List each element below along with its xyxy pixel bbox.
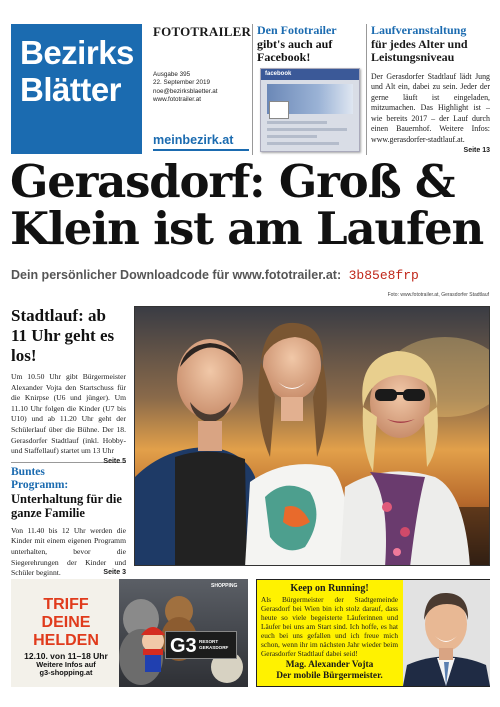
download-code[interactable]: 3b85e8frp — [348, 268, 419, 283]
mayor-role: Der mobile Bürgermeister. — [276, 671, 383, 681]
ad-details — [14, 652, 118, 678]
facebook-profile-thumb — [269, 101, 289, 119]
ad-info: Weitere Infos auf — [36, 659, 96, 669]
lauf-teaser-body: Der Gerasdorfer Stadtlauf lädt Jung und Alt ein, dabei zu sein. Jeder der gerne läuft ist eingeladen, mitzumachen. Das Highlight ist – wie bereits 2017 – der Lauf durch einen Bauernhof. Weitere Infos: www.gerasdorfer-stadtlauf.at. — [371, 71, 490, 145]
logo-line-2: Blätter — [20, 71, 122, 108]
stadtlauf-body: Um 10.50 Uhr gibt Bürgermeister Alexander Vojta den Startschuss für die Knirpse (U6 und jünger). Um 11.10 Uhr folgen die Kinder (U7 bis U10) und ab 11.20 Uhr geht der Schülerlauf über die Bühne. Der 18. Gerasdorfer Stadtlauf (inkl. Hobby- und Staffellauf) startet um 13 Uhr — [11, 372, 126, 456]
programm-text — [11, 526, 126, 579]
section-title: FOTOTRAILER — [153, 24, 252, 39]
g3-logo — [165, 631, 237, 659]
programm-page-ref[interactable]: Seite 3 — [103, 569, 126, 577]
headline-line-2: Klein ist am Laufen — [10, 202, 484, 255]
column-divider — [366, 24, 367, 155]
lauf-teaser-text — [371, 71, 490, 154]
ad-headline-line-3: HELDEN — [33, 632, 99, 649]
facebook-bar: facebook — [261, 69, 359, 80]
meinbezirk-link[interactable]: meinbezirk.at — [153, 133, 249, 151]
stadtlauf-page-ref[interactable]: Seite 5 — [103, 457, 126, 465]
ad-top-caption — [211, 583, 237, 589]
ad-headline-line-1: TRIFF — [43, 596, 89, 613]
issue-info — [153, 71, 249, 105]
main-photo — [134, 306, 490, 566]
photo-illustration — [135, 307, 490, 566]
facebook-teaser-title-line-1: Den Fototrailer — [257, 23, 337, 37]
stadtlauf-text — [11, 372, 126, 465]
lauf-teaser-page-ref[interactable]: Seite 13 — [463, 146, 490, 154]
left-column — [11, 306, 126, 579]
lauf-teaser-title — [371, 24, 490, 65]
ad-url[interactable]: g3-shopping.at — [39, 668, 93, 677]
logo-line-1: Bezirks — [20, 34, 134, 71]
ad-logo-small-line-3: GERASDORF — [199, 644, 229, 650]
ad-text-panel — [11, 579, 119, 687]
programm-body: Von 11.40 bis 12 Uhr werden die Kinder mit einem eigenen Programm unterhalten, bevor die Siegerehrungen der Kinder und Schüler beginnt. — [11, 525, 126, 578]
ad-headline-line-2: DEINE — [41, 614, 91, 631]
column-divider — [252, 24, 253, 155]
facebook-screenshot — [260, 68, 360, 152]
main-headline — [10, 155, 495, 255]
mayor-portrait-illustration — [403, 580, 490, 686]
stadtlauf-title: Stadtlauf: ab 11 Uhr geht es los! — [11, 306, 115, 365]
facebook-text-line — [267, 121, 327, 124]
facebook-teaser-title-line-2: gibt's auch auf Facebook! — [257, 36, 333, 64]
lauf-teaser-title-line-1: Laufveranstaltung — [371, 23, 467, 37]
download-code-line — [11, 268, 491, 283]
masthead-info — [153, 24, 252, 154]
programm-section — [11, 462, 126, 579]
contact-email[interactable]: noe@bezirksblaetter.at — [153, 87, 218, 95]
facebook-text-line — [267, 128, 347, 131]
ad-logo-small-line-2: RESORT — [199, 639, 219, 644]
ad-date: 12.10. von 11–18 Uhr — [24, 651, 108, 661]
issue-number: Ausgabe 395 — [153, 71, 191, 78]
ad-headline — [17, 596, 115, 650]
mayor-portrait — [403, 580, 490, 686]
mayor-message-body: Als Bürgermeister der Stadtgemeinde Gerasdorf bei Wien bin ich stolz darauf, dass heute so viele begeisterte Läuferinnen und Läufer bei uns am Start sind. Ich hoffe, es hat euch bei uns gefallen und ich freue mich schon, wenn ihr im nächsten Jahr wieder beim Gerasdorfer Stadtlauf dabei seid! — [261, 595, 398, 658]
website-link[interactable]: www.fototrailer.at — [153, 96, 201, 104]
programm-kicker: Buntes Programm: — [11, 465, 69, 491]
headline-line-1: Gerasdorf: Groß & — [10, 155, 455, 208]
bezirksblaetter-logo — [11, 24, 142, 154]
facebook-text-line — [267, 142, 339, 145]
lauf-teaser — [371, 24, 490, 155]
photo-credit: Foto: www.fototrailer.at, Gerasdorfer Stadtlauf — [387, 292, 489, 298]
mayor-message-box — [256, 579, 490, 687]
mayor-message-title: Keep on Running! — [290, 583, 369, 594]
download-label: Dein persönlicher Downloadcode für www.fototrailer.at: — [11, 268, 342, 282]
facebook-teaser-title — [257, 24, 362, 65]
mayor-name: Mag. Alexander Vojta — [285, 660, 374, 670]
g3-logo-text — [199, 639, 228, 650]
lauf-teaser-title-line-2: für jedes Alter und Leistungsniveau — [371, 36, 468, 64]
facebook-teaser[interactable] — [257, 24, 362, 155]
mayor-message-text — [261, 583, 398, 682]
issue-date: 22. September 2019 — [153, 79, 211, 87]
ad-logo-small-line-1: SHOPPING — [211, 583, 238, 589]
g3-logo-mark: G3 — [170, 635, 197, 657]
g3-advertisement[interactable] — [11, 579, 248, 687]
programm-title: Unterhaltung für die ganze Familie — [11, 491, 122, 520]
facebook-text-line — [267, 135, 317, 138]
